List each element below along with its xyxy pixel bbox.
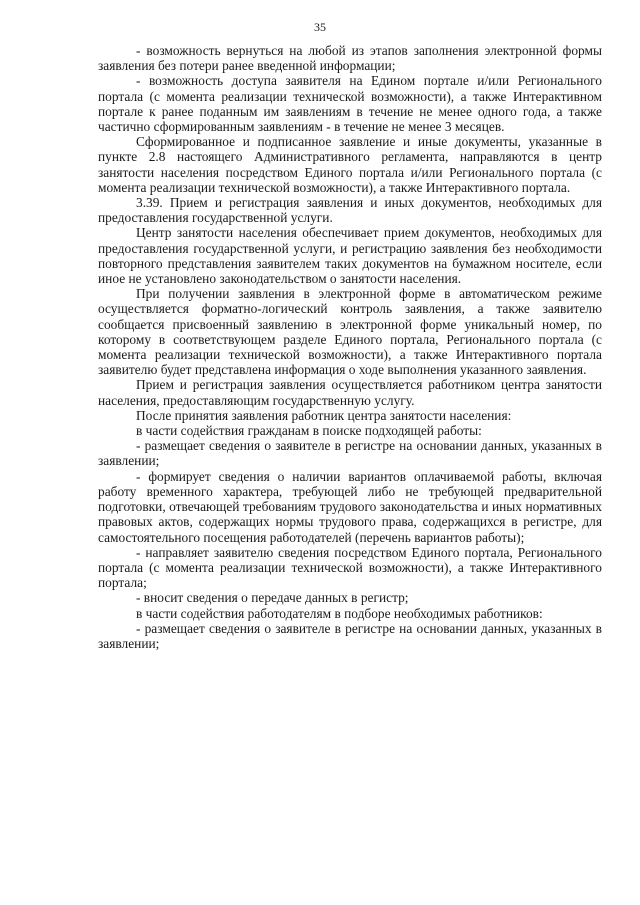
paragraph-15: - размещает сведения о заявителе в регистре на основании данных, указанных в заявлении; [98,620,602,651]
paragraph-1: - возможность вернуться на любой из этапов заполнения электронной формы заявления без потери ранее введенной информации; [98,43,602,74]
page-number: 35 [314,20,326,34]
paragraph-8: После принятия заявления работник центра занятости населения: [136,407,512,423]
paragraph-6: При получении заявления в электронной форме в автоматическом режиме осуществляется форматно-логический контроль заявления, а также заявителю сообщается присвоенный заявлению в электронной форме уникальный номер, по которому в соответствующем разделе Единого портала, Регионального портала (с момента реализации технической возможности), а также Интерактивного портала заявителю будет представлена информация о ходе выполнения указанного заявления. [98,286,602,378]
paragraph-4: 3.39. Прием и регистрация заявления и иных документов, необходимых для предоставления государственной услуги. [98,195,602,226]
paragraph-9: в части содействия гражданам в поиске подходящей работы: [136,423,482,439]
document-body [98,43,602,651]
paragraph-12: - направляет заявителю сведения посредством Единого портала, Регионального портала (с момента реализации технической возможности), а также Интерактивного портала; [98,544,602,591]
paragraph-11: - формирует сведения о наличии вариантов оплачиваемой работы, включая работу временного характера, требующей либо не требующей предварительной подготовки, отвечающей требованиям трудового законодательства и иных нормативных правовых актов, содержащих нормы трудового права, содержащихся в регистре, для самостоятельного посещения работодателей (перечень вариантов работы); [98,468,602,545]
paragraph-14: в части содействия работодателям в подборе необходимых работников: [136,605,543,621]
paragraph-3: Сформированное и подписанное заявление и иные документы, указанные в пункте 2.8 настоящего Административного регламента, направляются в центр занятости населения посредством Единого портала и/или Регионального портала (с момента реализации технической возможности), а также Интерактивного портала. [98,134,602,195]
paragraph-2: - возможность доступа заявителя на Едином портале и/или Регионального портала (с момента реализации технической возможности), а также Интерактивном портале к ранее поданным им заявлениям в течение не менее одного года, а также частично сформированным заявлениям - в течение не менее 3 месяцев. [98,73,602,135]
paragraph-10: - размещает сведения о заявителе в регистре на основании данных, указанных в заявлении; [98,438,602,469]
paragraph-13: - вносит сведения о передаче данных в регистр; [136,590,409,606]
paragraph-7: Прием и регистрация заявления осуществляется работником центра занятости населения, предоставляющим государственную услугу. [98,377,602,408]
paragraph-5: Центр занятости населения обеспечивает прием документов, необходимых для предоставления государственной услуги, и регистрацию заявления без необходимости повторного представления заявителем таких документов на бумажном носителе, если иное не установлено законодательством о занятости населения. [98,225,602,287]
